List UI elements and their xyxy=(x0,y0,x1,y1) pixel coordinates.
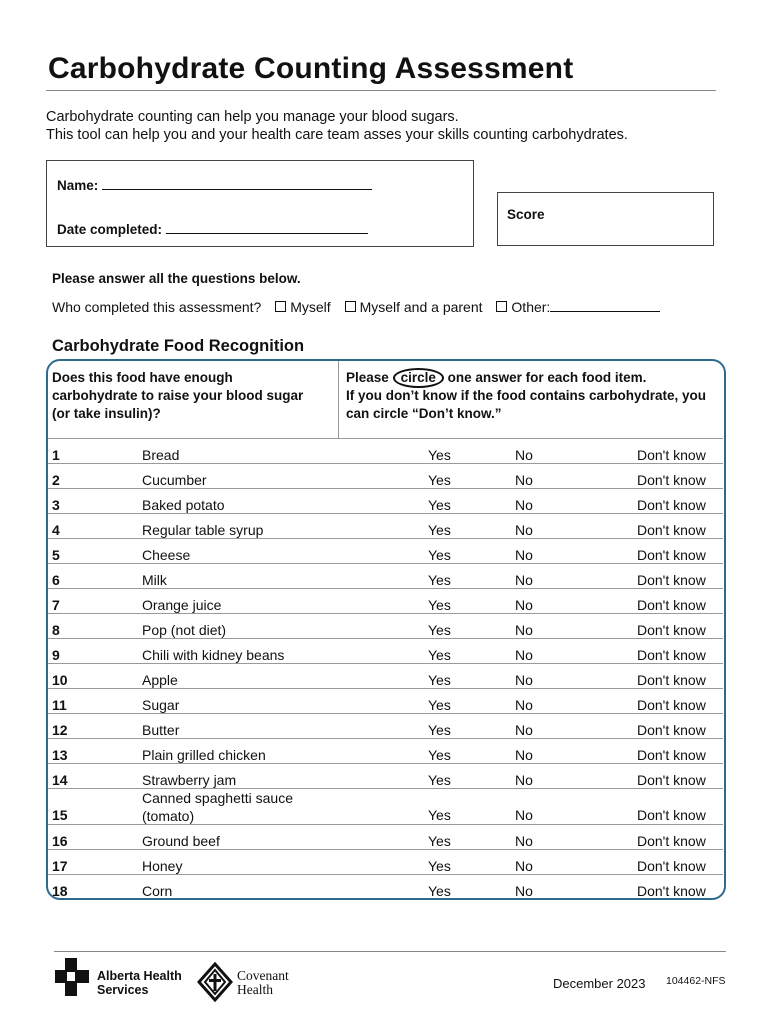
answer-yes[interactable]: Yes xyxy=(428,597,451,613)
answer-dont-know[interactable]: Don't know xyxy=(637,497,706,513)
row-divider xyxy=(48,763,723,764)
checkbox-myself-and-parent[interactable] xyxy=(345,301,356,312)
row-number: 4 xyxy=(52,522,60,538)
option-other[interactable] xyxy=(496,299,660,315)
row-divider xyxy=(48,513,723,514)
food-item: Baked potato xyxy=(142,497,225,513)
food-item: Chili with kidney beans xyxy=(142,647,285,663)
answer-no[interactable]: No xyxy=(515,597,533,613)
answer-yes[interactable]: Yes xyxy=(428,472,451,488)
answer-dont-know[interactable]: Don't know xyxy=(637,722,706,738)
table-row xyxy=(48,763,723,788)
row-number: 7 xyxy=(52,597,60,613)
food-item: Ground beef xyxy=(142,833,220,849)
table-row xyxy=(48,638,723,663)
footer-divider xyxy=(54,951,726,952)
answer-dont-know[interactable]: Don't know xyxy=(637,622,706,638)
alberta-health-services-logo-icon xyxy=(55,958,89,996)
food-item: Cucumber xyxy=(142,472,207,488)
answer-yes[interactable]: Yes xyxy=(428,722,451,738)
intro-line-1: Carbohydrate counting can help you manage your blood sugars. xyxy=(46,109,459,125)
row-divider xyxy=(48,463,723,464)
row-number: 1 xyxy=(52,447,60,463)
row-number: 6 xyxy=(52,572,60,588)
answer-dont-know[interactable]: Don't know xyxy=(637,647,706,663)
row-number: 12 xyxy=(52,722,68,738)
answer-dont-know[interactable]: Don't know xyxy=(637,747,706,763)
checkbox-myself[interactable] xyxy=(275,301,286,312)
answer-no[interactable]: No xyxy=(515,858,533,874)
answer-yes[interactable]: Yes xyxy=(428,807,451,823)
answer-yes[interactable]: Yes xyxy=(428,883,451,899)
answer-dont-know[interactable]: Don't know xyxy=(637,572,706,588)
answer-yes[interactable]: Yes xyxy=(428,747,451,763)
row-divider xyxy=(48,688,723,689)
option-other-label: Other: xyxy=(511,299,551,315)
name-input-line[interactable] xyxy=(102,175,372,190)
answer-yes[interactable]: Yes xyxy=(428,647,451,663)
table-row xyxy=(48,613,723,638)
answer-yes[interactable]: Yes xyxy=(428,772,451,788)
food-item: Sugar xyxy=(142,697,180,713)
answer-no[interactable]: No xyxy=(515,447,533,463)
table-row xyxy=(48,538,723,563)
row-number: 13 xyxy=(52,747,68,763)
name-label: Name: xyxy=(57,178,99,193)
row-number: 11 xyxy=(52,697,67,713)
page-title: Carbohydrate Counting Assessment xyxy=(48,52,574,85)
food-item-line-2: (tomato) xyxy=(142,808,195,824)
row-divider xyxy=(48,738,723,739)
title-divider xyxy=(46,90,716,91)
row-number: 2 xyxy=(52,472,60,488)
table-row xyxy=(48,513,723,538)
answer-no[interactable]: No xyxy=(515,647,533,663)
answer-dont-know[interactable]: Don't know xyxy=(637,547,706,563)
answer-no[interactable]: No xyxy=(515,807,533,823)
answer-no[interactable]: No xyxy=(515,472,533,488)
answer-no[interactable]: No xyxy=(515,833,533,849)
answer-dont-know[interactable]: Don't know xyxy=(637,772,706,788)
answer-yes[interactable]: Yes xyxy=(428,858,451,874)
table-row xyxy=(48,588,723,613)
covenant-health-wordmark xyxy=(237,969,289,997)
date-label: Date completed: xyxy=(57,222,163,237)
answer-dont-know[interactable]: Don't know xyxy=(637,858,706,874)
option-myself-and-parent-label: Myself and a parent xyxy=(359,299,483,315)
table-row xyxy=(48,438,723,463)
other-input-line[interactable] xyxy=(550,298,660,312)
food-item: Plain grilled chicken xyxy=(142,747,266,763)
row-number: 18 xyxy=(52,883,68,899)
answer-dont-know[interactable]: Don't know xyxy=(637,697,706,713)
option-myself[interactable] xyxy=(275,299,330,315)
row-number: 8 xyxy=(52,622,60,638)
table-row xyxy=(48,849,723,874)
row-number: 16 xyxy=(52,833,68,849)
food-item: Honey xyxy=(142,858,183,874)
answer-no[interactable]: No xyxy=(515,747,533,763)
date-field[interactable] xyxy=(57,219,368,237)
name-field[interactable] xyxy=(57,175,372,193)
food-item: Butter xyxy=(142,722,180,738)
table-row xyxy=(48,713,723,738)
table-row xyxy=(48,463,723,488)
score-box[interactable] xyxy=(497,192,714,246)
header-please: Please xyxy=(346,370,389,385)
ahs-line-1: Alberta Health xyxy=(97,969,182,983)
row-number: 3 xyxy=(52,497,60,513)
table-row xyxy=(48,738,723,763)
food-item: Bread xyxy=(142,447,180,463)
row-number: 9 xyxy=(52,647,60,663)
table-row xyxy=(48,824,723,849)
name-date-box xyxy=(46,160,474,247)
row-divider xyxy=(48,824,723,825)
row-number: 15 xyxy=(52,807,68,823)
answer-no[interactable]: No xyxy=(515,547,533,563)
row-divider xyxy=(48,638,723,639)
option-myself-label: Myself xyxy=(290,299,331,315)
food-item xyxy=(142,789,293,825)
row-number: 10 xyxy=(52,672,68,688)
food-item: Strawberry jam xyxy=(142,772,237,788)
answer-yes[interactable]: Yes xyxy=(428,547,451,563)
row-number: 14 xyxy=(52,772,68,788)
answer-no[interactable]: No xyxy=(515,672,533,688)
footer-document-code: 104462-NFS xyxy=(666,975,726,987)
covenant-line-2: Health xyxy=(237,982,273,997)
section-heading: Carbohydrate Food Recognition xyxy=(52,337,305,355)
answer-yes[interactable]: Yes xyxy=(428,697,451,713)
food-item: Pop (not diet) xyxy=(142,622,227,638)
row-divider xyxy=(48,563,723,564)
answer-no[interactable]: No xyxy=(515,772,533,788)
intro-line-2: This tool can help you and your health care team asses your skills counting carbohydrates. xyxy=(46,126,628,143)
answer-yes[interactable]: Yes xyxy=(428,522,451,538)
row-divider xyxy=(48,588,723,589)
answer-no[interactable]: No xyxy=(515,497,533,513)
row-divider xyxy=(48,713,723,714)
header-circle-word: circle xyxy=(393,368,444,388)
table-row xyxy=(48,688,723,713)
row-divider xyxy=(48,488,723,489)
answer-no[interactable]: No xyxy=(515,697,533,713)
row-divider xyxy=(48,849,723,850)
intro-text xyxy=(46,109,628,144)
answer-dont-know[interactable]: Don't know xyxy=(637,807,706,823)
answer-no[interactable]: No xyxy=(515,883,533,899)
row-divider xyxy=(48,538,723,539)
table-header-instructions xyxy=(346,369,716,423)
food-item: Cheese xyxy=(142,547,191,563)
answer-yes[interactable]: Yes xyxy=(428,497,451,513)
food-item: Regular table syrup xyxy=(142,522,264,538)
answer-no[interactable]: No xyxy=(515,572,533,588)
row-divider xyxy=(48,663,723,664)
table-header-question: Does this food have enough carbohydrate to raise your blood sugar (or take insulin)? xyxy=(52,370,304,421)
row-divider xyxy=(48,613,723,614)
food-item: Milk xyxy=(142,572,167,588)
header-column-divider xyxy=(338,361,339,439)
answer-dont-know[interactable]: Don't know xyxy=(637,833,706,849)
date-input-line[interactable] xyxy=(166,219,368,234)
food-item: Corn xyxy=(142,883,173,899)
row-divider xyxy=(48,438,723,439)
header-one-answer: one answer for each food item. xyxy=(447,370,647,385)
ahs-line-2: Services xyxy=(97,983,149,997)
food-item: Apple xyxy=(142,672,178,688)
answer-yes[interactable]: Yes xyxy=(428,622,451,638)
answer-dont-know[interactable]: Don't know xyxy=(637,883,706,899)
food-item-line-1: Canned spaghetti sauce xyxy=(142,790,293,806)
ahs-wordmark xyxy=(97,969,182,997)
answer-dont-know[interactable]: Don't know xyxy=(637,597,706,613)
row-number: 17 xyxy=(52,858,68,874)
table-row xyxy=(48,563,723,588)
answer-no[interactable]: No xyxy=(515,722,533,738)
row-number: 5 xyxy=(52,547,60,563)
who-question-text: Who completed this assessment? xyxy=(52,299,262,315)
instructions: Please answer all the questions below. xyxy=(52,271,301,286)
covenant-line-1: Covenant xyxy=(237,968,289,983)
answer-no[interactable]: No xyxy=(515,622,533,638)
answer-dont-know[interactable]: Don't know xyxy=(637,522,706,538)
covenant-health-logo-icon xyxy=(197,962,233,1002)
table-row xyxy=(48,663,723,688)
answer-dont-know[interactable]: Don't know xyxy=(637,447,706,463)
answer-yes[interactable]: Yes xyxy=(428,572,451,588)
answer-dont-know[interactable]: Don't know xyxy=(637,472,706,488)
answer-no[interactable]: No xyxy=(515,522,533,538)
answer-yes[interactable]: Yes xyxy=(428,833,451,849)
food-item: Orange juice xyxy=(142,597,222,613)
answer-yes[interactable]: Yes xyxy=(428,447,451,463)
score-label: Score xyxy=(507,207,545,222)
table-row xyxy=(48,788,723,824)
table-row xyxy=(48,488,723,513)
row-divider xyxy=(48,874,723,875)
option-myself-and-parent[interactable] xyxy=(345,299,483,315)
footer-date: December 2023 xyxy=(553,976,646,991)
table-row xyxy=(48,874,723,899)
answer-dont-know[interactable]: Don't know xyxy=(637,672,706,688)
header-dont-know-note: If you don’t know if the food contains carbohydrate, you can circle “Don’t know.” xyxy=(346,388,707,421)
who-completed-question xyxy=(52,298,660,315)
checkbox-other[interactable] xyxy=(496,301,507,312)
answer-yes[interactable]: Yes xyxy=(428,672,451,688)
